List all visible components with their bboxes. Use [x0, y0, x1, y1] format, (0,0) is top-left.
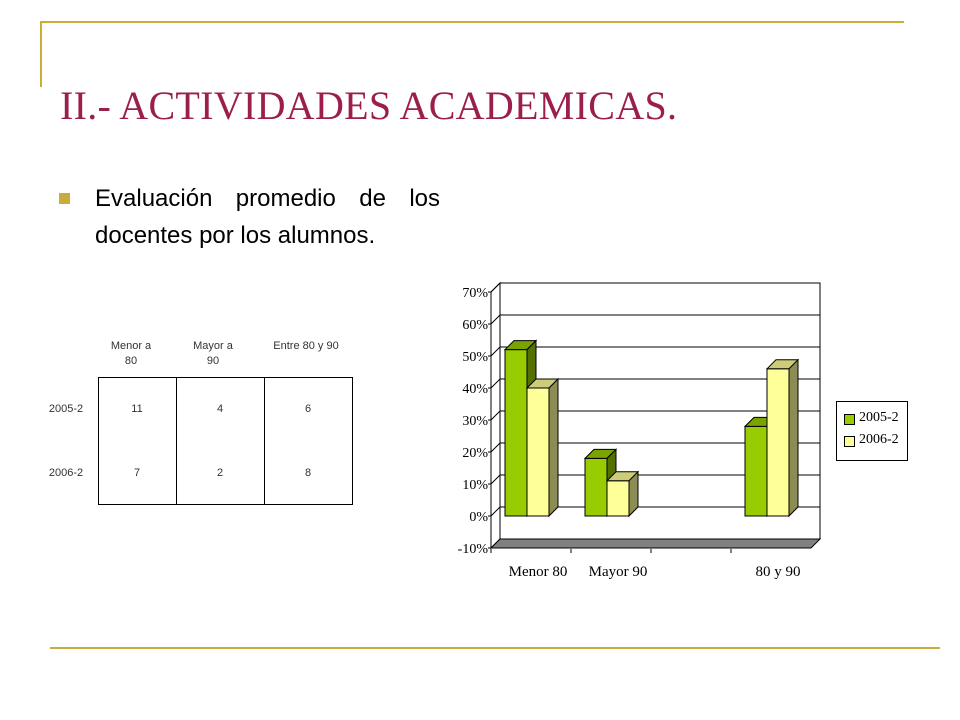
table-cell: 8: [304, 467, 312, 479]
y-tick-label: 10%: [462, 478, 488, 493]
x-category-label: 80 y 90: [755, 564, 801, 580]
legend-swatch-2006: [844, 436, 855, 447]
bar: [767, 369, 789, 516]
table-cell: 6: [304, 403, 312, 415]
table-cell: 2: [216, 467, 224, 479]
y-tick-label: 40%: [462, 382, 488, 397]
y-tick-label: 0%: [469, 510, 488, 525]
table-cell: 4: [216, 403, 224, 415]
chart-floor: [491, 539, 820, 548]
table-row-label: 2006-2: [48, 467, 84, 479]
bar: [745, 426, 767, 516]
legend-label-2005: 2005-2: [859, 410, 899, 425]
bar: [585, 458, 607, 516]
bar: [607, 481, 629, 516]
y-tick-label: -10%: [457, 542, 488, 557]
table-cell: 11: [131, 403, 143, 415]
y-tick-label: 30%: [462, 414, 488, 429]
slide-title: II.- ACTIVIDADES ACADEMICAS.: [60, 83, 678, 128]
legend-swatch-2005: [844, 414, 855, 425]
y-tick-label: 50%: [462, 350, 488, 365]
table-row-label: 2005-2: [48, 403, 84, 415]
bullet-text: Evaluación promedio de los docentes por los alumnos.: [95, 185, 440, 249]
table-header-menor: Menor a 80: [110, 340, 152, 367]
y-tick-label: 60%: [462, 318, 488, 333]
y-tick-label: 70%: [462, 286, 488, 301]
bar: [505, 350, 527, 516]
y-tick-label: 20%: [462, 446, 488, 461]
x-category-label: Menor 80: [508, 564, 568, 580]
chart-legend: [836, 401, 908, 461]
x-category-label: Mayor 90: [588, 564, 648, 580]
table-cell: 7: [133, 467, 141, 479]
bar-side: [549, 379, 558, 516]
bar-side: [789, 360, 798, 516]
table-header-entre: Entre 80 y 90: [273, 340, 339, 352]
legend-label-2006: 2006-2: [859, 432, 899, 447]
bar: [527, 388, 549, 516]
table-header-mayor: Mayor a 90: [193, 340, 233, 367]
